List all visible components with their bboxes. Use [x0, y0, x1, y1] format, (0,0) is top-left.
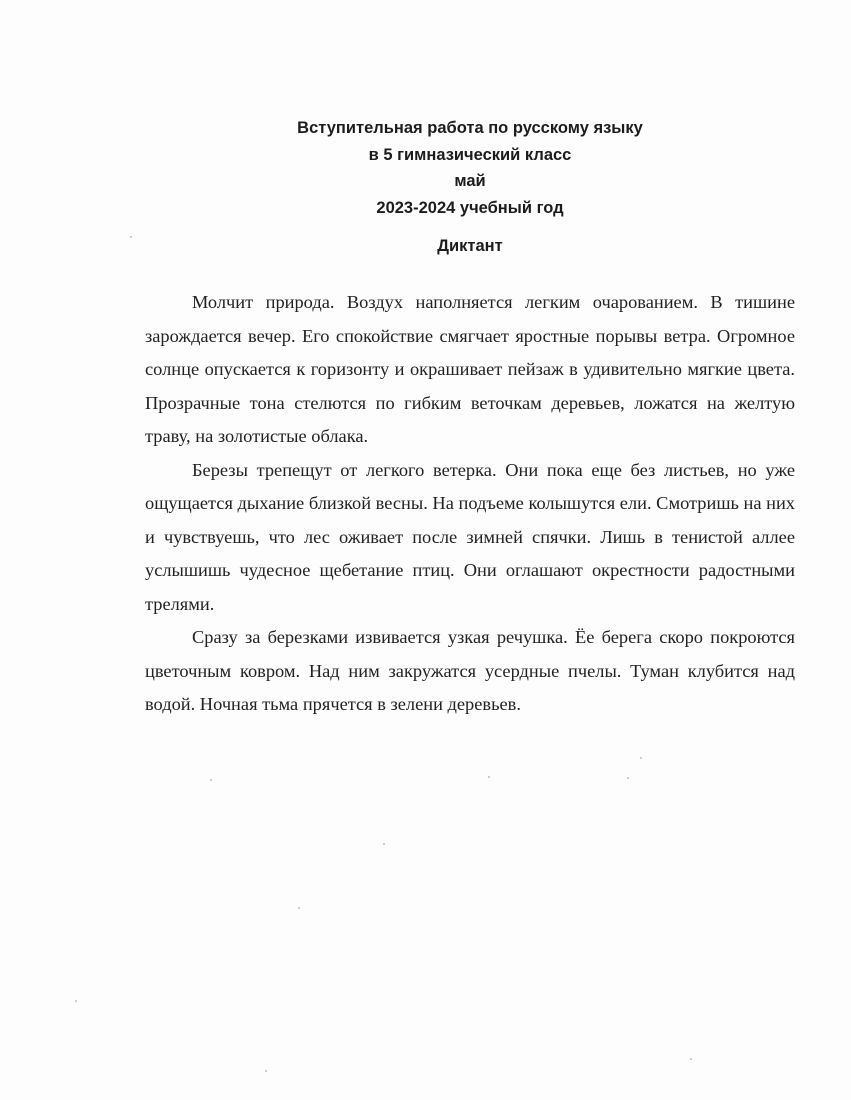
header-title: Вступительная работа по русскому языку [297, 119, 643, 137]
dictation-text [145, 286, 795, 722]
scan-speck [488, 776, 490, 778]
scan-speck [75, 1000, 77, 1002]
scan-speck [210, 779, 212, 781]
header-grade: в 5 гимназический класс [368, 145, 572, 164]
paragraph: Березы трепещут от легкого ветерка. Они пока еще без листьев, но уже ощущается дыхание близкой весны. На подъеме колышутся ели. Смотришь на них и чувствуешь, что лес оживает после зимней спячки. Лишь в тенистой аллее услышишь чудесное щебетание птиц. Они оглашают окрестности радостными трелями. [145, 459, 795, 614]
paragraph: Сразу за березками извивается узкая речушка. Ёе берега скоро покроются цветочным ковром. Над ним закружатся усердные пчелы. Туман клубится над водой. Ночная тьма прячется в зелени деревьев. [145, 627, 795, 714]
scan-speck [640, 757, 642, 759]
scan-speck [298, 907, 300, 909]
scan-speck [383, 843, 385, 845]
scan-speck [690, 1058, 692, 1060]
scan-speck [265, 1070, 267, 1072]
header-school-year: 2023-2024 учебный год [376, 198, 564, 217]
scan-speck [130, 236, 132, 238]
scan-speck [627, 777, 629, 779]
header-month: май [454, 172, 486, 190]
document-header [0, 115, 851, 221]
section-title: Диктант [437, 237, 503, 255]
paragraph: Молчит природа. Воздух наполняется легким очарованием. В тишине зарождается вечер. Его спокойствие смягчает яростные порывы ветра. Огромное солнце опускается к горизонту и окрашивает пейзаж в удивительно мягкие цвета. Прозрачные тона стелются по гибким веточкам деревьев, ложатся на желтую траву, на золотистые облака. [145, 292, 795, 446]
